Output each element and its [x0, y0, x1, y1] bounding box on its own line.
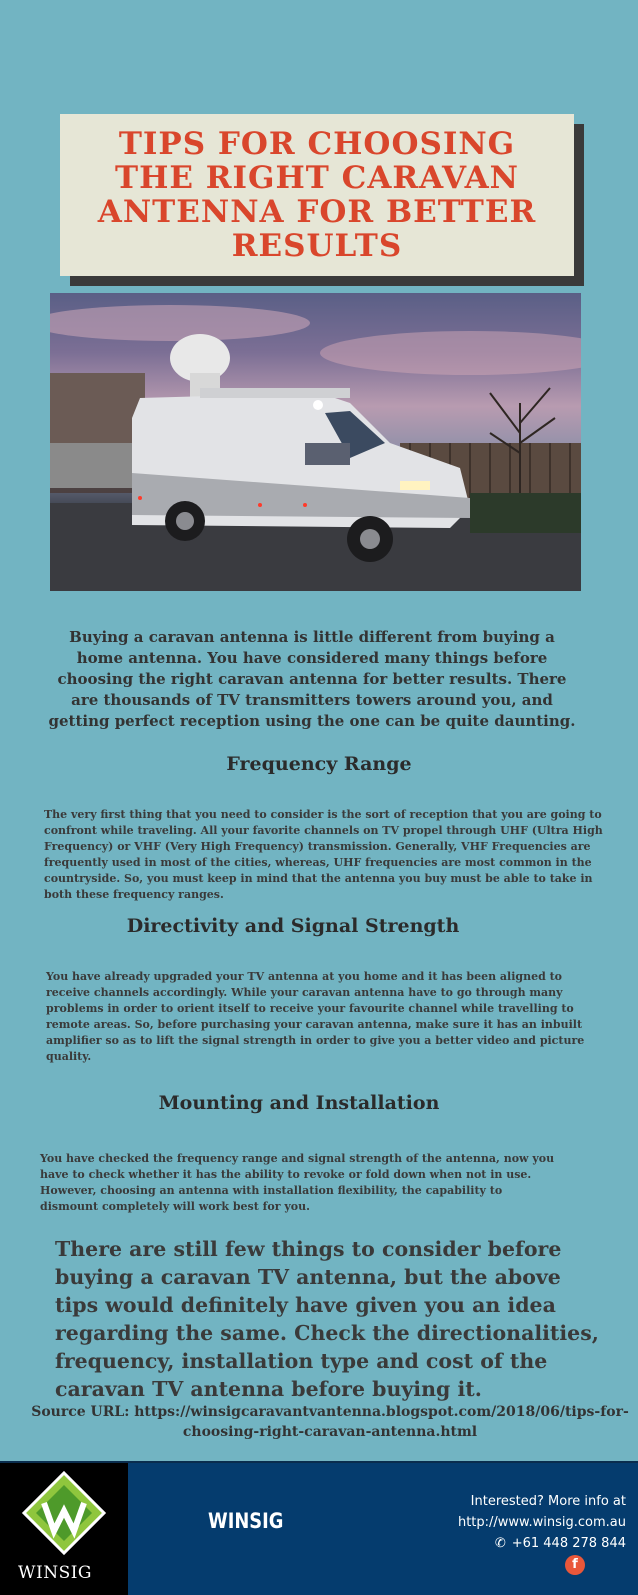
winsig-logo — [0, 1463, 128, 1595]
page-title: TIPS FOR CHOOSING THE RIGHT CARAVAN ANTENNA FOR BETTER RESULTS — [97, 126, 537, 264]
phone-number: +61 448 278 844 — [511, 1536, 626, 1551]
contact-info — [458, 1491, 626, 1554]
logo-wordmark: WINSIG — [18, 1563, 93, 1583]
heading-directivity: Directivity and Signal Strength — [126, 915, 460, 937]
title-box — [60, 114, 574, 276]
footer — [0, 1461, 638, 1595]
facebook-icon[interactable]: f — [565, 1555, 585, 1575]
source-url[interactable]: Source URL: https://winsigcaravantvantenna.blogspot.com/2018/06/tips-for-choosing-right-caravan-antenna.html — [31, 1404, 629, 1440]
caravan-van-illustration — [50, 293, 581, 591]
intro-paragraph: Buying a caravan antenna is little different from buying a home antenna. You have considered many things before choosing the right caravan antenna for better results. There are thousands of TV transmitters towers around you, and getting perfect reception using the one can be quite daunting. — [48, 628, 576, 730]
footer-brand: WINSIG — [208, 1509, 284, 1533]
info-line: Interested? More info at — [470, 1494, 626, 1509]
phone-icon: ✆ — [494, 1536, 506, 1551]
website-link[interactable]: http://www.winsig.com.au — [457, 1515, 626, 1530]
paragraph-directivity: You have already upgraded your TV antenna at you home and it has been aligned to receive channels accordingly. While your caravan antenna have to go through many problems in order to orient itself to receive your favourite channel while travelling to remote areas. So, before purchasing your caravan antenna, make sure it has an inbuilt amplifier so as to lift the signal strength in order to give you a better video and picture quality. — [46, 970, 585, 1063]
phone-row[interactable] — [458, 1533, 626, 1554]
caravan-photo — [50, 293, 581, 591]
heading-frequency-range: Frequency Range — [226, 753, 412, 775]
paragraph-frequency-range: The very first thing that you need to consider is the sort of reception that you are going to confront while traveling. All your favorite channels on TV propel through UHF (Ultra High Frequency) or VHF (Very High Frequency) transmission. Generally, VHF Frequencies are frequently used in most of the cities, whereas, UHF frequencies are most common in the countryside. So, you must keep in mind that the antenna you buy must be able to take in both these frequency ranges. — [44, 808, 603, 901]
paragraph-mounting: You have checked the frequency range and signal strength of the antenna, now you have to check whether it has the ability to revoke or fold down when not in use. However, choosing an antenna with installation flexibility, the capability to dismount completely will work best for you. — [40, 1152, 555, 1213]
heading-mounting: Mounting and Installation — [158, 1092, 440, 1114]
closing-paragraph: There are still few things to consider before buying a caravan TV antenna, but the above tips would definitely have given you an idea regarding the same. Check the directionalities, frequency, installation type and cost of the caravan TV antenna before buying it. — [55, 1237, 599, 1401]
